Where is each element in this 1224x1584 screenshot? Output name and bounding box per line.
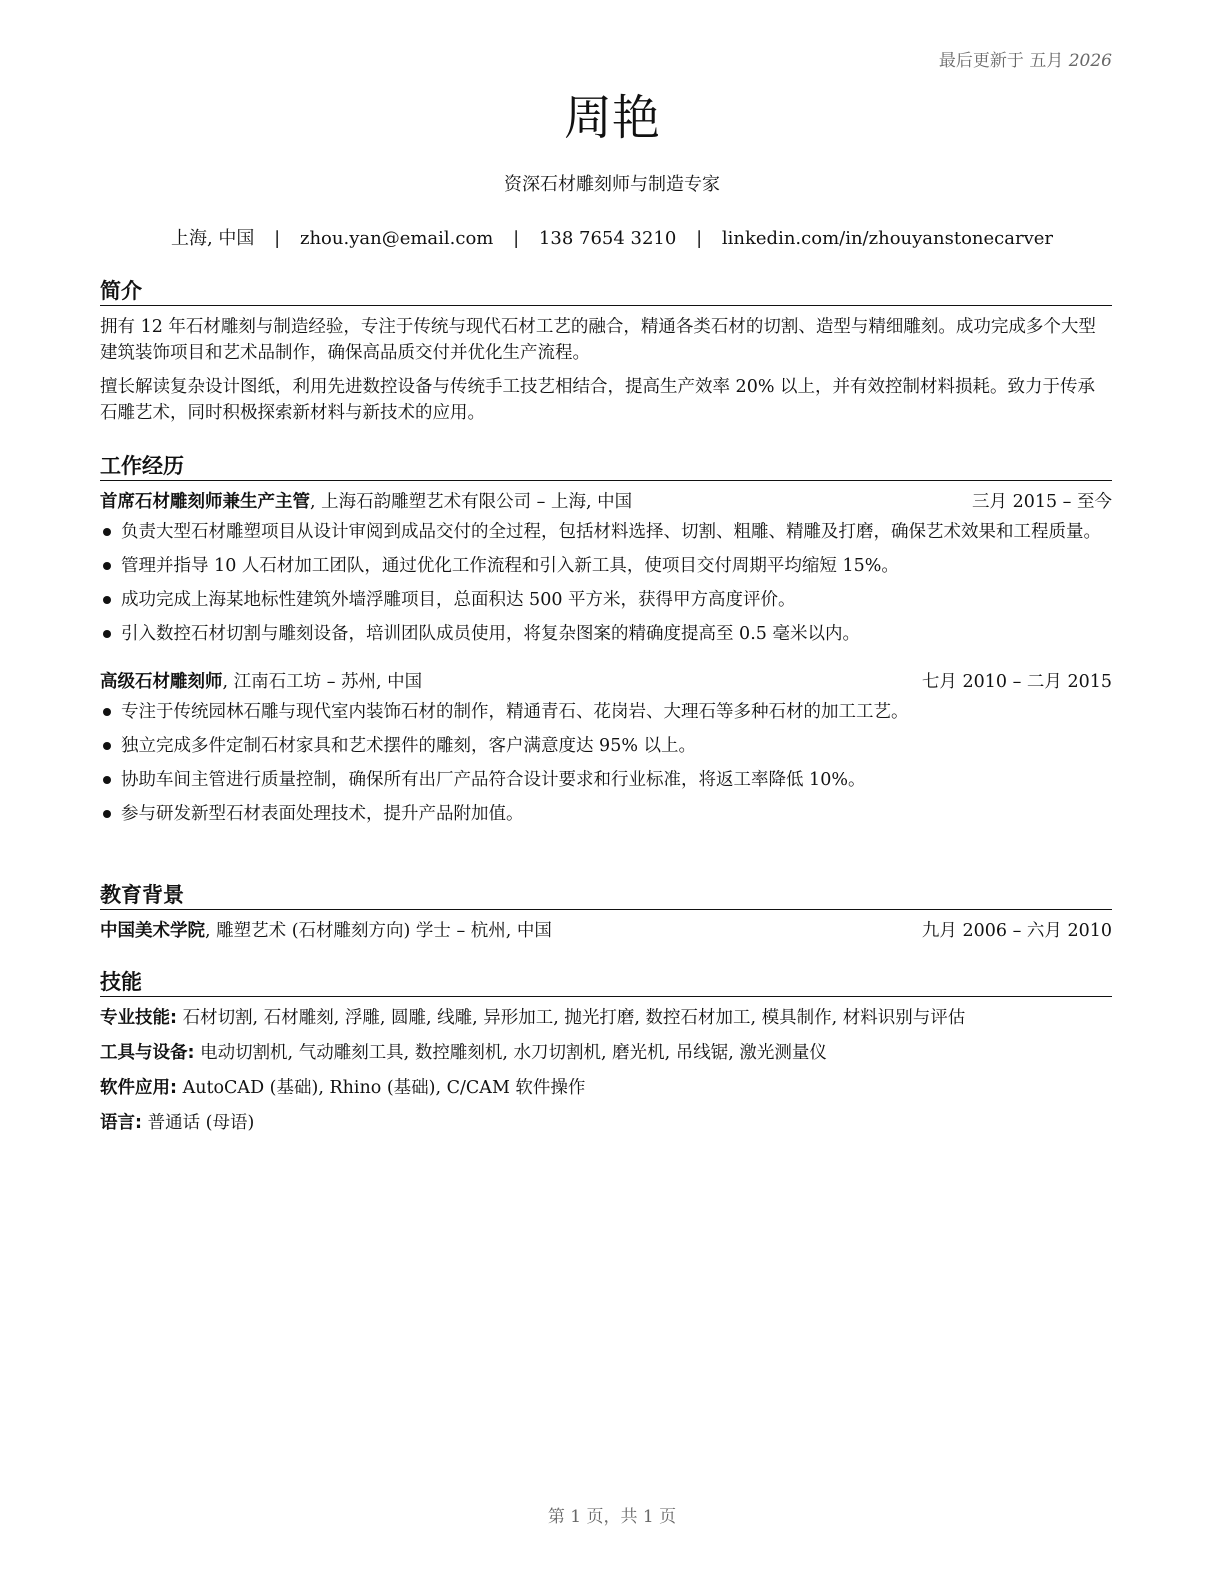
bullet-text: 协助车间主管进行质量控制，确保所有出厂产品符合设计要求和行业标准，将返工率降低 10%。: [121, 770, 866, 790]
bullet-icon: [103, 776, 111, 784]
summary-section: [100, 277, 1112, 434]
education-dates: 九月 2006 – 六月 2010: [921, 921, 1112, 941]
list-item: [100, 733, 1112, 759]
section-title-summary: 简介: [100, 277, 1112, 306]
bullet-icon: [103, 742, 111, 750]
bullet-text: 参与研发新型石材表面处理技术，提升产品附加值。: [121, 804, 524, 824]
candidate-name: 周艳: [563, 90, 660, 146]
bullet-text: 负责大型石材雕塑项目从设计审阅到成品交付的全过程，包括材料选择、切割、粗雕、精雕及打磨，确保艺术效果和工程质量。: [121, 522, 1101, 542]
contact-email[interactable]: zhou.yan@email.com: [299, 228, 494, 249]
section-title-education: 教育背景: [100, 881, 1112, 910]
skill-value: 石材切割, 石材雕刻, 浮雕, 圆雕, 线雕, 异形加工, 抛光打磨, 数控石材加工, 模具制作, 材料识别与评估: [177, 1008, 966, 1028]
summary-paragraph: 擅长解读复杂设计图纸，利用先进数控设备与传统手工技艺相结合，提高生产效率 20% 以上，并有效控制材料损耗。致力于传承石雕艺术，同时积极探索新材料与新技术的应用。: [100, 377, 1096, 423]
job-header: [100, 489, 1112, 515]
candidate-headline: 资深石材雕刻师与制造专家: [504, 174, 720, 195]
skill-label: 工具与设备:: [100, 1043, 195, 1063]
list-item: [100, 553, 1112, 579]
bullet-icon: [103, 562, 111, 570]
skill-label: 专业技能:: [100, 1008, 177, 1028]
skill-line: [100, 1040, 1112, 1066]
summary-paragraph: 拥有 12 年石材雕刻与制造经验，专注于传统与现代石材工艺的融合，精通各类石材的切割、造型与精细雕刻。成功完成多个大型建筑装饰项目和艺术品制作，确保高品质交付并优化生产流程。: [100, 317, 1096, 363]
bullet-icon: [103, 596, 111, 604]
job-entry: [100, 669, 1112, 827]
contact-separator: |: [274, 228, 281, 249]
contact-separator: |: [696, 228, 703, 249]
page-footer: 第 1 页，共 1 页: [547, 1507, 677, 1527]
list-item: [100, 621, 1112, 647]
list-item: [100, 519, 1112, 545]
job-role: 高级石材雕刻师: [100, 672, 223, 692]
education-school: 中国美术学院: [100, 921, 205, 941]
skill-line: [100, 1075, 1112, 1101]
last-updated-year: 2026: [1068, 51, 1112, 71]
bullet-icon: [103, 630, 111, 638]
skill-value: 电动切割机, 气动雕刻工具, 数控雕刻机, 水刀切割机, 磨光机, 吊线锯, 激光测量仪: [194, 1043, 827, 1063]
section-title-experience: 工作经历: [100, 452, 1112, 481]
job-org: , 江南石工坊 – 苏州, 中国: [222, 672, 423, 692]
last-updated-label: 最后更新于 五月: [938, 51, 1064, 71]
job-role: 首席石材雕刻师兼生产主管: [100, 492, 310, 512]
contact-linkedin[interactable]: linkedin.com/in/zhouyanstonecarver: [721, 228, 1054, 249]
education-section: [100, 881, 1112, 948]
bullet-text: 引入数控石材切割与雕刻设备，培训团队成员使用，将复杂图案的精确度提高至 0.5 毫米以内。: [121, 624, 860, 644]
bullet-icon: [103, 528, 111, 536]
bullet-text: 专注于传统园林石雕与现代室内装饰石材的制作，精通青石、花岗岩、大理石等多种石材的加工工艺。: [121, 702, 909, 722]
bullet-text: 成功完成上海某地标性建筑外墙浮雕项目，总面积达 500 平方米，获得甲方高度评价。: [121, 590, 796, 610]
list-item: [100, 587, 1112, 613]
list-item: [100, 767, 1112, 793]
bullet-icon: [103, 708, 111, 716]
bullet-icon: [103, 810, 111, 818]
list-item: [100, 699, 1112, 725]
job-dates: 七月 2010 – 二月 2015: [921, 672, 1112, 692]
experience-section: [100, 452, 1112, 835]
job-entry: [100, 489, 1112, 647]
list-item: [100, 801, 1112, 827]
bullet-text: 独立完成多件定制石材家具和艺术摆件的雕刻，客户满意度达 95% 以上。: [121, 736, 697, 756]
skill-value: 普通话 (母语): [142, 1113, 255, 1133]
section-title-skills: 技能: [100, 968, 1112, 997]
job-bullets: [100, 519, 1112, 647]
job-dates: 三月 2015 – 至今: [972, 492, 1112, 512]
job-org: , 上海石韵雕塑艺术有限公司 – 上海, 中国: [310, 492, 633, 512]
contact-line: [0, 224, 1224, 250]
skills-section: [100, 968, 1112, 1145]
last-updated: [939, 46, 1112, 71]
skill-label: 软件应用:: [100, 1078, 177, 1098]
contact-separator: |: [513, 228, 520, 249]
skill-value: AutoCAD (基础), Rhino (基础), C/CAM 软件操作: [177, 1078, 586, 1098]
contact-location: 上海, 中国: [170, 228, 255, 249]
education-entry: [100, 918, 1112, 944]
job-header: [100, 669, 1112, 695]
skill-label: 语言:: [100, 1113, 142, 1133]
skill-line: [100, 1110, 1112, 1136]
contact-phone[interactable]: 138 7654 3210: [538, 228, 677, 249]
bullet-text: 管理并指导 10 人石材加工团队，通过优化工作流程和引入新工具，使项目交付周期平均缩短 15%。: [121, 556, 899, 576]
job-bullets: [100, 699, 1112, 827]
skill-line: [100, 1005, 1112, 1031]
education-detail: , 雕塑艺术 (石材雕刻方向) 学士 – 杭州, 中国: [205, 921, 552, 941]
